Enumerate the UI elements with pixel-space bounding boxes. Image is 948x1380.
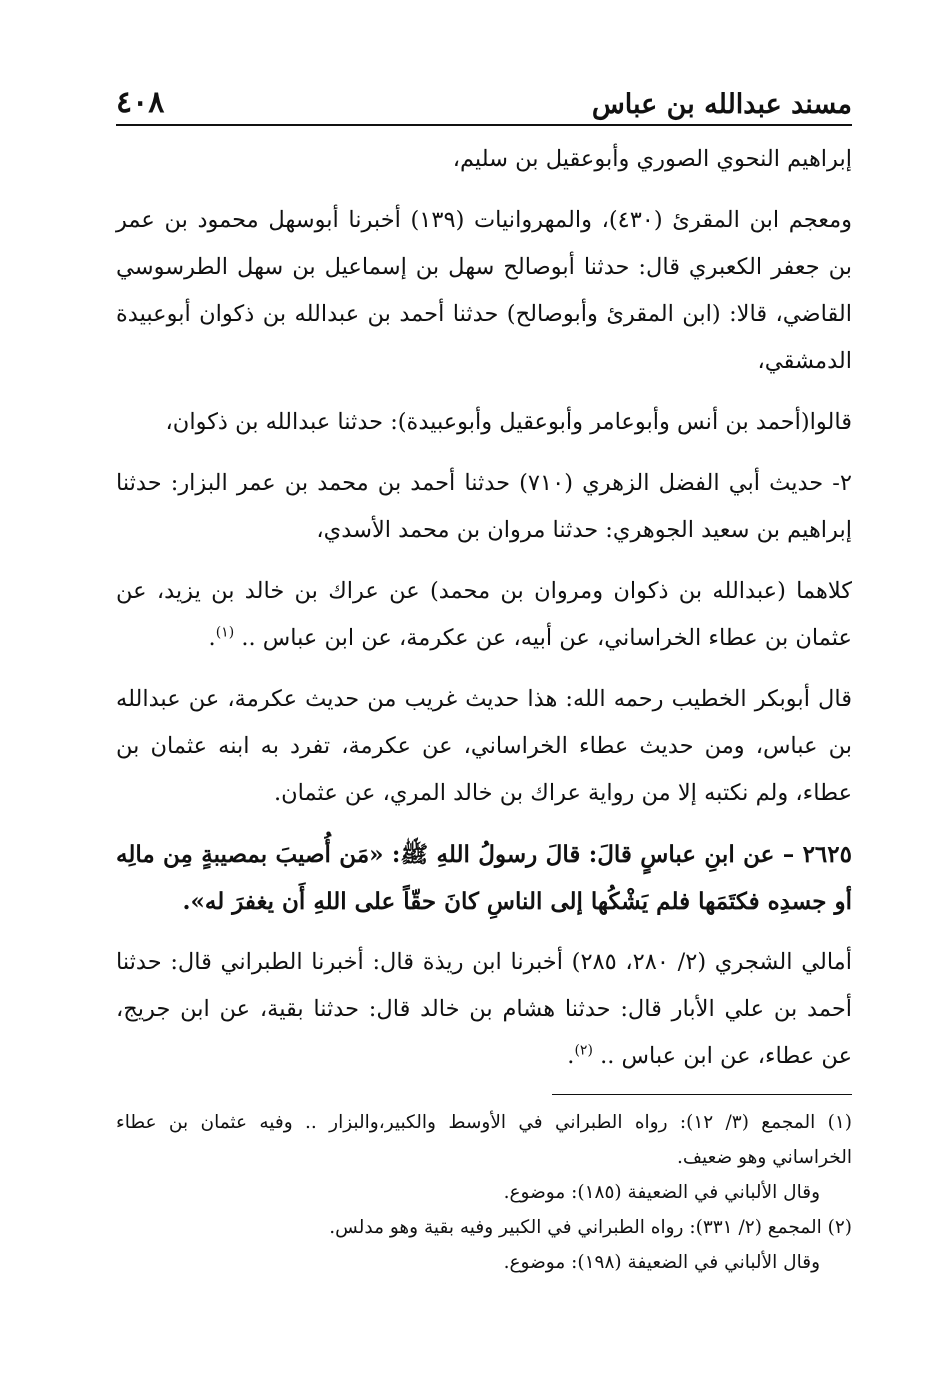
header-rule — [116, 124, 852, 126]
paragraph-text: كلاهما (عبدالله بن ذكوان ومروان بن محمد) عن عراك بن خالد بن يزيد، عن عثمان بن عطاء الخراساني، عن أبيه، عن عكرمة، عن ابن عباس .. — [116, 578, 852, 651]
paragraph: قالوا(أحمد بن أنس وأبوعامر وأبوعقيل وأبوعبيدة): حدثنا عبدالله بن ذكوان، — [165, 409, 852, 435]
footnote-ref-2[interactable]: (٢) — [574, 1042, 593, 1059]
footnote-1: (١) المجمع (٣/ ١٢): رواه الطبراني في الأوسط والكبير،والبزار .. وفيه عثمان بن عطاء الخراساني وهو ضعيف. — [116, 1112, 852, 1168]
page-number: ٤٠٨ — [116, 85, 165, 120]
footnote-rule — [552, 1094, 852, 1095]
footnote-ref-1[interactable]: (١) — [215, 624, 235, 641]
main-text — [116, 136, 852, 1080]
footnote-2: (٢) المجمع (٢/ ٣٣١): رواه الطبراني في الكبير وفيه بقية وهو مدلس. — [329, 1217, 852, 1238]
hadith-text: ٢٦٢٥ – عن ابنِ عباسٍ قالَ: قالَ رسولُ اللهِ ﷺ: «مَن أُصيبَ بمصيبةٍ مِن مالِه أو جسدِه فكتَمَها فلم يَشْكُها إلى الناسِ كانَ حقّاً على اللهِ أَن يغفرَ له». — [116, 841, 852, 915]
paragraph-text: أمالي الشجري (٢/ ٢٨٠، ٢٨٥) أخبرنا ابن ريذة قال: أخبرنا الطبراني قال: حدثنا أحمد بن علي الأبار قال: حدثنا هشام بن خالد قال: حدثنا بقية، عن ابن جريج، عن عطاء، عن ابن عباس .. — [116, 949, 852, 1069]
book-title: مسند عبدالله بن عباس — [591, 89, 852, 120]
paragraph: أمالي الشجري (٢/ ٢٨٠، ٢٨٥) أخبرنا ابن ريذة قال: أخبرنا الطبراني قال: حدثنا أحمد بن علي الأبار قال: حدثنا هشام بن خالد قال: حدثنا بقية، عن ابن جريج، عن عطاء، عن ابن عباس .. $^{(٢)}$. — [116, 949, 852, 1069]
footnote-1-note: وقال الألباني في الضعيفة (١٨٥): موضوع. — [503, 1182, 820, 1203]
paragraph: ومعجم ابن المقرئ (٤٣٠)، والمهروانيات (١٣٩) أخبرنا أبوسهل محمود بن عمر بن جعفر الكعبري قال: حدثنا أبوصالح سهل بن إسماعيل بن سهل الطرسوسي القاضي، قالا: (ابن المقرئ وأبوصالح) حدثنا أحمد بن عبدالله بن ذكوان أبوعبيدة الدمشقي، — [116, 207, 853, 374]
paragraph: إبراهيم النحوي الصوري وأبوعقيل بن سليم، — [452, 146, 852, 172]
paragraph: ٢- حديث أبي الفضل الزهري (٧١٠) حدثنا أحمد بن محمد بن عمر البزار: حدثنا إبراهيم بن سعيد الجوهري: حدثنا مروان بن محمد الأسدي، — [116, 470, 852, 543]
paragraph: كلاهما (عبدالله بن ذكوان ومروان بن محمد) عن عراك بن خالد بن يزيد، عن عثمان بن عطاء الخراساني، عن أبيه، عن عكرمة، عن ابن عباس .. $^{(١)}$. — [116, 578, 852, 651]
footnotes — [116, 1105, 852, 1280]
footnote-2-note: وقال الألباني في الضعيفة (١٩٨): موضوع. — [503, 1252, 820, 1273]
paragraph: قال أبوبكر الخطيب رحمه الله: هذا حديث غريب من حديث عكرمة، عن عبدالله بن عباس، ومن حديث عطاء الخراساني، عن عكرمة، تفرد به ابنه عثمان بن عطاء، ولم نكتبه إلا من رواية عراك بن خالد المري، عن عثمان. — [116, 686, 852, 806]
running-header — [116, 80, 852, 120]
